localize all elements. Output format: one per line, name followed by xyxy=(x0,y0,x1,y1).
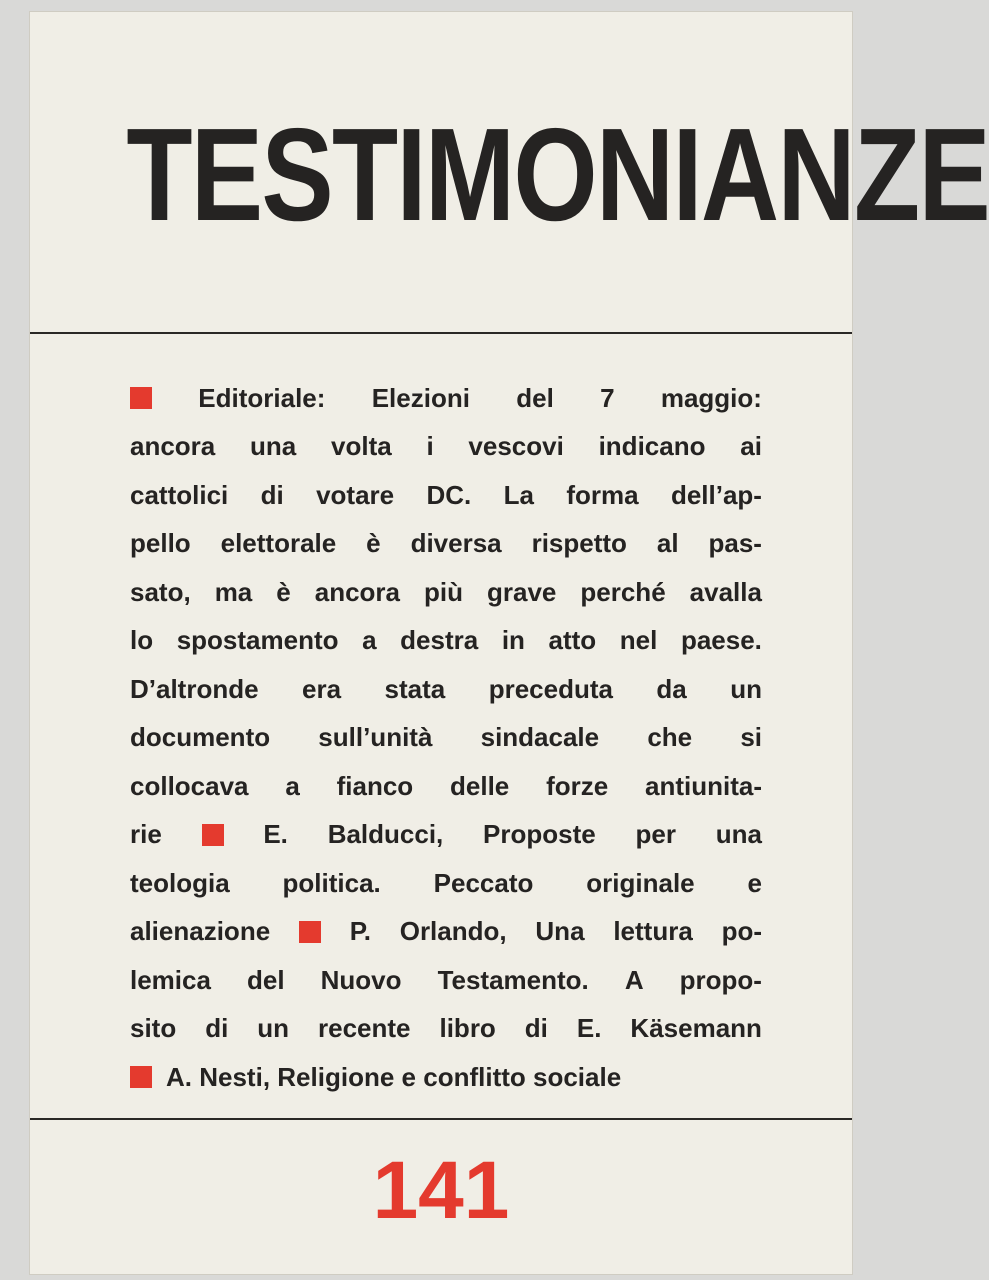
contents-line: alienazione P. Orlando, Una lettura po- xyxy=(130,916,762,947)
contents-line: lemica del Nuovo Testamento. A propo- xyxy=(130,964,762,995)
contents-line: lo spostamento a destra in atto nel paese. xyxy=(130,625,762,656)
contents-line: ancora una volta i vescovi indicano ai xyxy=(130,431,762,462)
issue-number: 141 xyxy=(372,1145,510,1236)
top-divider xyxy=(30,332,852,334)
contents-line: sito di un recente libro di E. Käsemann xyxy=(130,1013,762,1044)
contents-line: cattolici di votare DC. La forma dell’ap- xyxy=(130,479,762,510)
contents-line: A. Nesti, Religione e conflitto sociale xyxy=(130,1053,762,1102)
magazine-title: TESTIMONIANZE xyxy=(126,101,989,248)
contents-line: documento sull’unità sindacale che si xyxy=(130,722,762,753)
contents-line: pello elettorale è diversa rispetto al pas- xyxy=(130,528,762,559)
contents-line: sato, ma è ancora più grave perché avalla xyxy=(130,576,762,607)
contents-line: rie E. Balducci, Proposte per una xyxy=(130,819,762,850)
red-square-bullet xyxy=(299,921,321,943)
bottom-divider xyxy=(30,1118,852,1120)
red-square-bullet xyxy=(130,1066,152,1088)
contents-line: Editoriale: Elezioni del 7 maggio: xyxy=(130,374,762,423)
red-square-bullet xyxy=(130,387,152,409)
contents-line: teologia politica. Peccato originale e xyxy=(130,867,762,898)
table-of-contents xyxy=(130,374,762,1102)
contents-line: D’altronde era stata preceduta da un xyxy=(130,673,762,704)
contents-line: collocava a fianco delle forze antiunita- xyxy=(130,770,762,801)
magazine-cover xyxy=(30,12,989,1274)
red-square-bullet xyxy=(202,824,224,846)
